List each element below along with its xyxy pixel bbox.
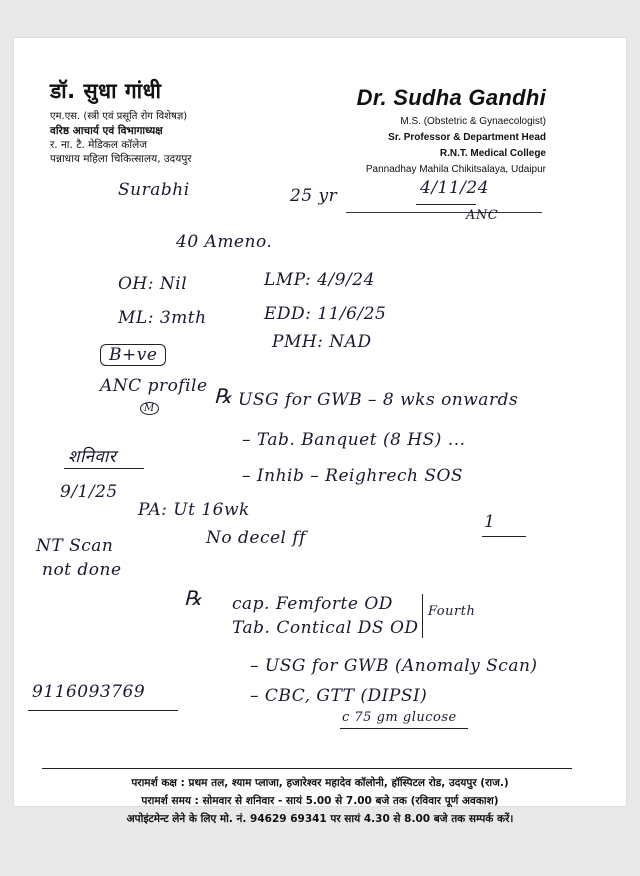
patient-age: 25 yr [290,186,338,206]
numeral-stroke [482,536,526,537]
lmp-note: LMP: 4/9/24 [264,270,375,290]
header-hindi [50,78,280,166]
college-english: R.N.T. Medical College [439,148,546,159]
weekday-hindi: शनिवार [68,447,117,467]
rx-inhaler: – Inhib – Reighrech SOS [242,466,464,486]
footer-appointment: अपोइंटमेन्ट लेने के लिए मो. नं. 94629 69341 पर सायं 4.30 से 8.00 बजे तक सम्पर्क करें। [126,813,514,825]
blood-group-box: B+ve [100,344,166,366]
degree-english: M.S. (Obstetric & Gynaecologist) [400,116,546,127]
not-done-note: not done [42,560,122,580]
rx-cbc-gtt: – CBC, GTT (DIPSI) [250,686,428,706]
college-hindi: र. ना. टै. मेडिकल कॉलेज [50,139,147,151]
rx-glucose: c 75 gm glucose [342,710,457,725]
phone-underline [28,710,178,711]
rx-tablet-1: – Tab. Banquet (8 HS) ... [242,430,466,450]
title-english: Sr. Professor & Department Head [388,132,546,143]
date-underline [416,204,476,205]
footer-timing: परामर्श समय : सोमवार से शनिवार - सायं 5.00 से 7.00 बजे तक (रविवार पूर्ण अवकाश) [141,795,499,807]
followup-date: 9/1/25 [60,482,118,502]
visit-date: 4/11/24 [420,178,490,198]
edd-note: EDD: 11/6/25 [264,304,387,324]
hospital-hindi: पन्नाधाय महिला चिकित्सालय, उदयपुर [50,153,192,165]
visit-type: ANC [466,208,499,223]
rx-duration: Fourth [428,604,476,619]
rx-symbol-2: ℞ [184,586,203,610]
patient-name: Surabhi [118,180,190,200]
obstetric-history: OH: Nil [118,274,188,294]
bracket-line [422,594,423,638]
rx-anomaly-scan: – USG for GWB (Anomaly Scan) [250,656,538,676]
hospital-english: Pannadhay Mahila Chikitsalaya, Udaipur [365,164,546,175]
footer [14,774,626,828]
married-life: ML: 3mth [118,308,207,328]
footer-rule [42,768,572,769]
rx-symbol: ℞ [214,384,233,408]
degree-hindi: एम.एस. (स्त्री एवं प्रसूति रोग विशेषज्ञ) [50,111,188,122]
header-english [357,84,546,178]
header-rule [346,212,542,213]
amenorrhoea-note: 40 Ameno. [176,232,273,252]
anc-profile-note: ANC profile [100,376,208,396]
margin-numeral: 1 [484,512,496,532]
fetal-note: No decel ff [206,528,306,548]
pa-exam: PA: Ut 16wk [138,500,250,520]
doctor-name-english: Dr. Sudha Gandhi [356,85,546,110]
doctor-name-hindi: डॉ. सुधा गांधी [50,79,162,103]
rx-contical: Tab. Contical DS OD [232,618,419,638]
footer-address: परामर्श कक्ष : प्रथम तल, श्याम प्लाजा, हजारेश्वर महादेव कॉलोनी, हॉस्पिटल रोड, उदयपुर (राज.) [131,777,509,789]
weekday-underline [64,468,144,469]
circled-mark: M [140,402,159,415]
nt-scan-note: NT Scan [36,536,114,556]
phone-number: 9116093769 [32,682,146,702]
pmh-note: PMH: NAD [272,332,372,352]
glucose-underline [340,728,468,729]
rx-femforte: cap. Femforte OD [232,594,393,614]
prescription-sheet [14,38,626,825]
title-hindi: वरिष्ठ आचार्य एवं विभागाध्यक्ष [50,125,163,137]
rx-usg-gwb: USG for GWB – 8 wks onwards [238,390,519,410]
